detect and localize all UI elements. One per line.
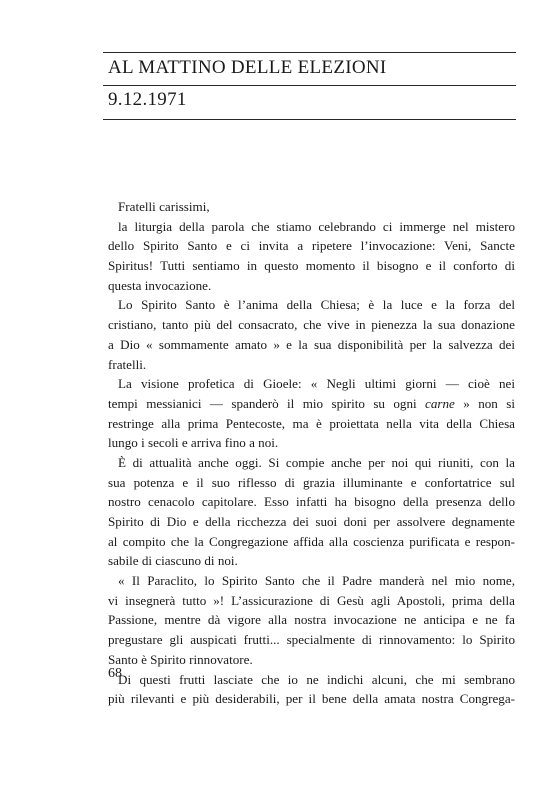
- text-line: fratelli.: [108, 356, 147, 372]
- text-line: Spirito di Dio e della ricchezza dei suoi doni per assolvere degnamente: [108, 514, 515, 529]
- text-line: Fratelli carissimi,: [118, 199, 210, 214]
- text-line: Spiritus! Tutti sentiamo in questo momento il bisogno e il conforto di: [108, 258, 515, 274]
- page-number: 68: [108, 666, 122, 681]
- emphasis: carne: [425, 395, 455, 411]
- text-line: lungo i secoli e arriva fino a noi.: [108, 435, 279, 451]
- text-line: pregustare gli auspicati frutti... specialmente di rinnovamento: lo Spirito: [108, 632, 515, 648]
- text-line: più rilevanti e più desiderabili, per il bene della amata nostra Congrega-: [108, 691, 515, 707]
- text-line: al compito che la Congregazione affida alla coscienza purificata e respon-: [108, 533, 515, 549]
- text-line: tempi messianici — spanderò il mio spirito su ogni carne » non si: [108, 395, 515, 411]
- chapter-date: 9.12.1971: [108, 89, 187, 110]
- text-line: « Il Paraclito, lo Spirito Santo che il Padre manderà nel mio nome,: [118, 573, 515, 589]
- text-line: Lo Spirito Santo è l’anima della Chiesa; è la luce e la forza del: [118, 297, 515, 313]
- text-line: nostro cenacolo capitolare. Esso infatti ha bisogno della presenza dello: [108, 494, 515, 510]
- text-line: vi insegnerà tutto »! L’assicurazione di Gesù agli Apostoli, prima della: [108, 592, 515, 608]
- text-line: questa invocazione.: [108, 277, 212, 293]
- text-line: a Dio « sommamente amato » e la sua disponibilità per la salvezza dei: [108, 336, 515, 352]
- text-line: dello Spirito Santo e ci invita a ripetere l’invocazione: Veni, Sancte: [108, 238, 515, 254]
- text-line: Passione, mentre dà vigore alla nostra invocazione ne anticipa e ne fa: [108, 612, 515, 628]
- text-line: La visione profetica di Gioele: « Negli ultimi giorni — cioè nei: [118, 376, 515, 392]
- text-line: cristiano, tanto più del consacrato, che vive in pienezza la sua donazione: [108, 317, 515, 333]
- body-text: [108, 197, 515, 709]
- title-rule: [103, 85, 516, 86]
- text-line: Santo è Spirito rinnovatore.: [108, 651, 253, 667]
- text-line: restringe alla prima Pentecoste, ma è proiettata nella vita della Chiesa: [108, 415, 515, 431]
- text-line: È di attualità anche oggi. Si compie anche per noi qui riuniti, con la: [118, 454, 515, 470]
- chapter-title: AL MATTINO DELLE ELEZIONI: [108, 57, 387, 78]
- text-line: la liturgia della parola che stiamo celebrando ci immerge nel mistero: [118, 218, 515, 234]
- date-rule: [103, 119, 516, 120]
- text-line: sabile di ciascuno di noi.: [108, 553, 238, 569]
- top-rule: [103, 52, 516, 53]
- text-line: sua potenza e il suo riflesso di grazia illuminante e confortatrice sul: [108, 474, 515, 490]
- text-line: Di questi frutti lasciate che io ne indichi alcuni, che mi sembrano: [118, 671, 515, 687]
